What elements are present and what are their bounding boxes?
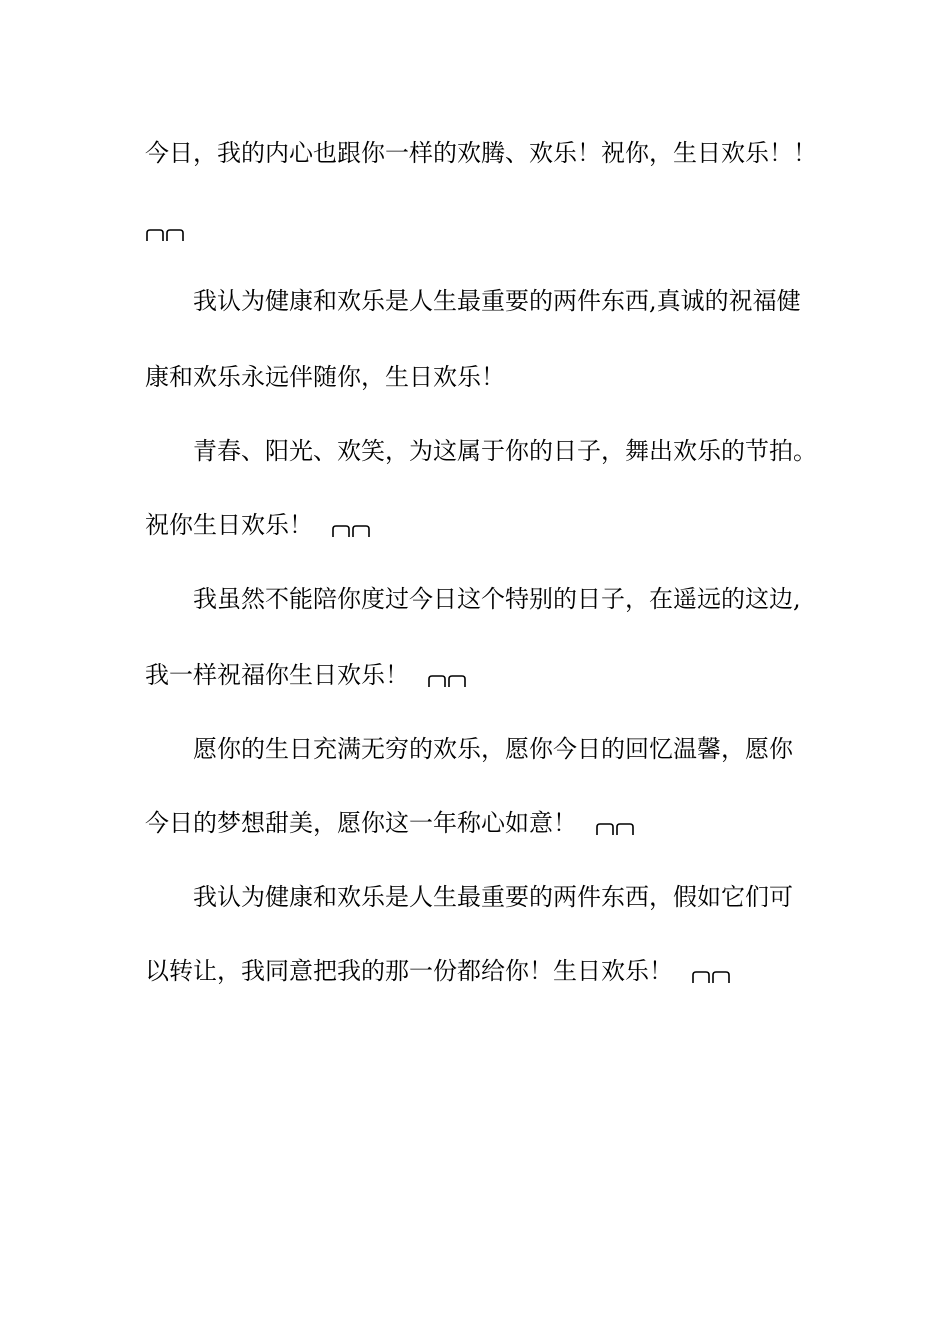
arch-symbol-icon xyxy=(145,227,185,243)
text-line xyxy=(193,584,801,614)
line-text: 我虽然不能陪你度过今日这个特别的日子，在遥远的这边, xyxy=(193,585,801,613)
text-line xyxy=(145,214,185,244)
text-line xyxy=(193,286,801,316)
line-text: 我认为健康和欢乐是人生最重要的两件东西,真诚的祝福健 xyxy=(193,287,801,315)
arch-symbol-icon xyxy=(331,523,371,539)
text-line xyxy=(193,734,793,764)
line-text: 祝你生日欢乐！ xyxy=(145,511,313,539)
arch-symbol-icon xyxy=(427,673,467,689)
arch-symbol-icon xyxy=(595,821,635,837)
line-text: 愿你的生日充满无穷的欢乐，愿你今日的回忆温馨，愿你 xyxy=(193,735,793,763)
text-line xyxy=(145,660,467,690)
line-text: 以转让，我同意把我的那一份都给你！生日欢乐！ xyxy=(145,957,673,985)
text-line xyxy=(145,808,635,838)
line-text: 我一样祝福你生日欢乐！ xyxy=(145,661,409,689)
text-line xyxy=(193,436,817,466)
line-text: 今日的梦想甜美，愿你这一年称心如意！ xyxy=(145,809,577,837)
line-text: 青春、阳光、欢笑，为这属于你的日子，舞出欢乐的节拍。 xyxy=(193,437,817,465)
line-text: 我认为健康和欢乐是人生最重要的两件东西，假如它们可 xyxy=(193,883,793,911)
arch-symbol-icon xyxy=(691,969,731,985)
line-text: 今日，我的内心也跟你一样的欢腾、欢乐！祝你，生日欢乐！！ xyxy=(145,139,817,167)
text-line xyxy=(145,138,817,168)
text-line xyxy=(145,510,371,540)
text-line xyxy=(145,956,731,986)
text-line xyxy=(193,882,793,912)
line-text: 康和欢乐永远伴随你，生日欢乐！ xyxy=(145,363,505,391)
text-line xyxy=(145,362,505,392)
